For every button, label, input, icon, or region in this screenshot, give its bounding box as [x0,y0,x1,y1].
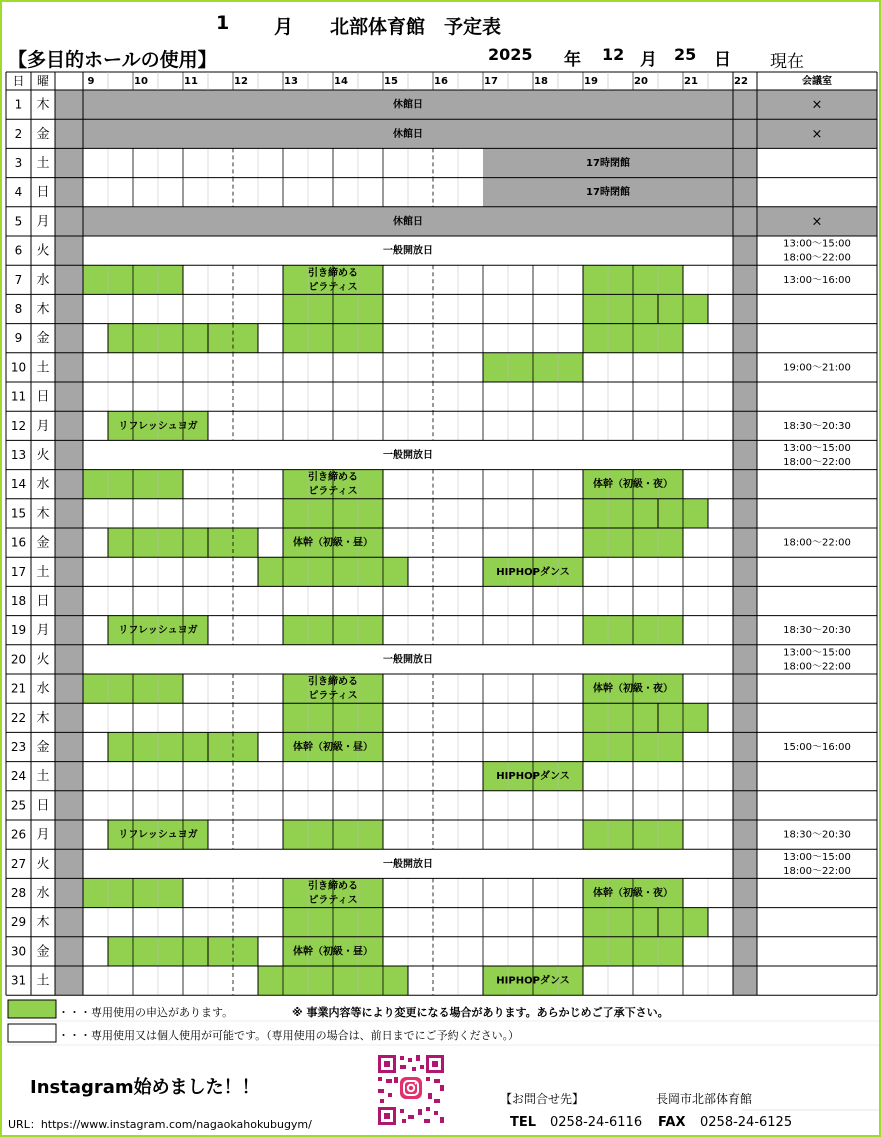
hour-label-19: 19 [584,76,598,87]
block-label-24-0: HIPHOPダンス [496,771,570,783]
weekday-21: 水 [36,681,50,697]
hour-label-10: 10 [134,76,148,87]
block-label-16-2: 体幹（初級・昼） [293,537,373,549]
day-number-3: 3 [14,155,23,170]
grey-column-left [55,90,83,995]
block-label-19-0: リフレッシュヨガ [118,625,198,637]
weekday-16: 金 [36,535,50,551]
cur-day-unit: 日 [714,50,731,70]
weekday-8: 木 [36,301,50,317]
current-status: 現在 [770,52,804,72]
hour-label-17: 17 [484,76,498,87]
weekday-22: 木 [36,710,50,726]
early-close-label-4: 17時閉館 [586,187,630,199]
day-number-17: 17 [10,564,27,579]
room-time-7: 13:00～16:00 [783,274,851,286]
day-number-29: 29 [10,914,27,929]
weekday-31: 土 [36,973,50,989]
page-subtitle: 【多目的ホールの使用】 [8,49,217,71]
weekday-1: 木 [36,97,50,113]
col-header-weekday: 曜 [36,73,50,88]
hour-label-22: 22 [734,76,748,87]
block-label-21-1: 引き締めるピラティス [308,676,358,702]
qr-code-icon[interactable] [376,1053,446,1127]
weekday-12: 月 [36,418,50,434]
day-number-30: 30 [10,943,27,958]
day-number-23: 23 [10,739,27,754]
block-label-14-1: 引き締めるピラティス [308,472,358,498]
page-title: 北部体育館 予定表 [330,16,502,38]
room-time-20: 13:00～15:00 18:00～22:00 [783,647,851,673]
current-day: 25 [674,45,697,64]
fax-label: FAX [658,1115,686,1130]
fax-number: 0258-24-6125 [700,1115,793,1130]
weekday-28: 水 [36,885,50,901]
weekday-9: 金 [36,330,50,346]
weekday-26: 月 [36,827,50,843]
weekday-18: 日 [36,593,50,609]
weekday-7: 水 [36,272,50,288]
day-number-28: 28 [10,885,27,900]
weekday-17: 土 [36,564,50,580]
day-number-2: 2 [14,126,23,141]
legend-reserved-swatch [8,1000,56,1018]
day-number-14: 14 [10,476,27,491]
day-number-9: 9 [14,330,23,345]
day-number-4: 4 [14,184,23,199]
block-label-31-1: HIPHOPダンス [496,975,570,987]
month-unit: 月 [274,16,294,38]
hour-label-9: 9 [87,76,95,87]
day-number-10: 10 [10,359,27,374]
hour-label-16: 16 [434,76,448,87]
room-time-19: 18:30～20:30 [783,625,851,637]
tel-label: TEL [510,1115,537,1130]
room-time-26: 18:30～20:30 [783,829,851,841]
block-label-7-1: 引き締めるピラティス [308,267,358,293]
weekday-20: 火 [36,651,50,667]
day-number-1: 1 [14,97,23,112]
block-label-28-2: 体幹（初級・夜） [593,888,673,899]
open-day-label-20: 一般開放日 [383,654,433,666]
hour-label-18: 18 [534,76,548,87]
room-time-23: 15:00～16:00 [783,742,851,753]
day-number-6: 6 [14,243,23,258]
block-label-23-2: 体幹（初級・昼） [293,742,373,753]
reserved-block-15-1 [583,499,658,528]
room-time-1: × [811,97,823,113]
weekday-5: 月 [36,213,50,229]
instagram-url[interactable]: URL：https://www.instagram.com/nagaokahokubugym/ [8,1118,312,1131]
day-number-19: 19 [10,622,27,637]
current-month: 12 [602,45,625,64]
cur-month-unit: 月 [640,50,657,70]
col-header-meeting-room: 会議室 [802,76,832,87]
day-number-24: 24 [10,768,27,783]
block-label-26-0: リフレッシュヨガ [118,829,198,841]
col-header-day: 日 [12,73,25,88]
legend-available-swatch [8,1024,56,1042]
day-number-21: 21 [10,681,27,696]
weekday-2: 金 [36,126,50,142]
day-number-13: 13 [10,447,27,462]
room-time-10: 19:00～21:00 [783,362,851,374]
reserved-block-29-1 [583,908,658,937]
weekday-10: 土 [36,359,50,375]
hour-label-15: 15 [384,76,398,87]
legend-note: ※ 事業内容等により変更になる場合があります。あらかじめご了承下さい。 [292,1006,669,1019]
hour-label-14: 14 [334,76,348,87]
day-number-15: 15 [10,505,27,520]
open-day-label-13: 一般開放日 [383,450,433,461]
day-number-27: 27 [10,856,27,871]
legend-reserved-text: ・・・専用使用の申込があります。 [58,1006,234,1019]
day-number-20: 20 [10,651,27,666]
day-number-5: 5 [14,213,23,228]
day-number-12: 12 [10,418,27,433]
room-time-6: 13:00～15:00 18:00～22:00 [783,238,851,264]
weekday-11: 日 [36,389,50,405]
day-number-16: 16 [10,535,27,550]
weekday-14: 水 [36,476,50,492]
weekday-19: 月 [36,622,50,638]
weekday-27: 火 [36,856,50,872]
open-day-label-6: 一般開放日 [383,245,433,257]
contact-label: 【お問合せ先】 [500,1092,585,1106]
tel-number: 0258-24-6116 [550,1115,643,1130]
room-time-12: 18:30～20:30 [783,420,851,432]
weekday-13: 火 [36,447,50,463]
reserved-block-22-1 [583,703,658,732]
hour-label-11: 11 [184,76,198,87]
year-unit: 年 [564,50,581,70]
open-day-label-27: 一般開放日 [383,858,433,870]
weekday-25: 日 [36,797,50,813]
weekday-15: 木 [36,505,50,521]
early-close-label-3: 17時閉館 [586,158,630,169]
hour-label-13: 13 [284,76,298,87]
day-number-26: 26 [10,827,27,842]
block-label-17-1: HIPHOPダンス [496,566,570,578]
weekday-3: 土 [36,155,50,171]
room-time-5: × [811,213,823,229]
schedule-grid [2,2,879,1135]
day-number-25: 25 [10,797,27,812]
weekday-4: 日 [36,184,50,200]
weekday-23: 金 [36,739,50,755]
day-number-11: 11 [10,389,27,404]
weekday-30: 金 [36,943,50,959]
hour-label-21: 21 [684,76,698,87]
day-number-18: 18 [10,593,27,608]
weekday-6: 火 [36,243,50,259]
closed-label-2: 休館日 [393,128,423,140]
current-year: 2025 [488,45,533,64]
month-number: 1 [216,12,230,34]
closed-label-1: 休館日 [393,99,423,111]
closed-label-5: 休館日 [393,216,423,228]
day-number-22: 22 [10,710,27,725]
weekday-29: 木 [36,914,50,930]
instagram-heading: Instagram始めました！！ [30,1077,260,1098]
room-time-2: × [811,126,823,142]
hour-label-20: 20 [634,76,648,87]
block-label-12-0: リフレッシュヨガ [118,420,198,432]
day-number-31: 31 [10,973,27,988]
room-time-16: 18:00～22:00 [783,537,851,549]
block-label-30-2: 体幹（初級・昼） [293,946,373,958]
block-label-21-2: 体幹（初級・夜） [593,683,673,695]
reserved-block-8-1 [583,294,658,323]
organization-name: 長岡市北部体育館 [656,1092,753,1106]
room-time-13: 13:00～15:00 18:00～22:00 [783,443,851,468]
day-number-7: 7 [14,272,23,287]
block-label-14-2: 体幹（初級・夜） [593,479,673,491]
room-time-27: 13:00～15:00 18:00～22:00 [783,851,851,877]
hour-label-12: 12 [234,76,248,87]
day-number-8: 8 [14,301,23,316]
block-label-28-1: 引き締めるピラティス [308,881,358,906]
weekday-24: 土 [36,768,50,784]
legend-available-text: ・・・専用使用又は個人使用が可能です。（専用使用の場合は、前日までにご予約ください。） [58,1029,520,1042]
